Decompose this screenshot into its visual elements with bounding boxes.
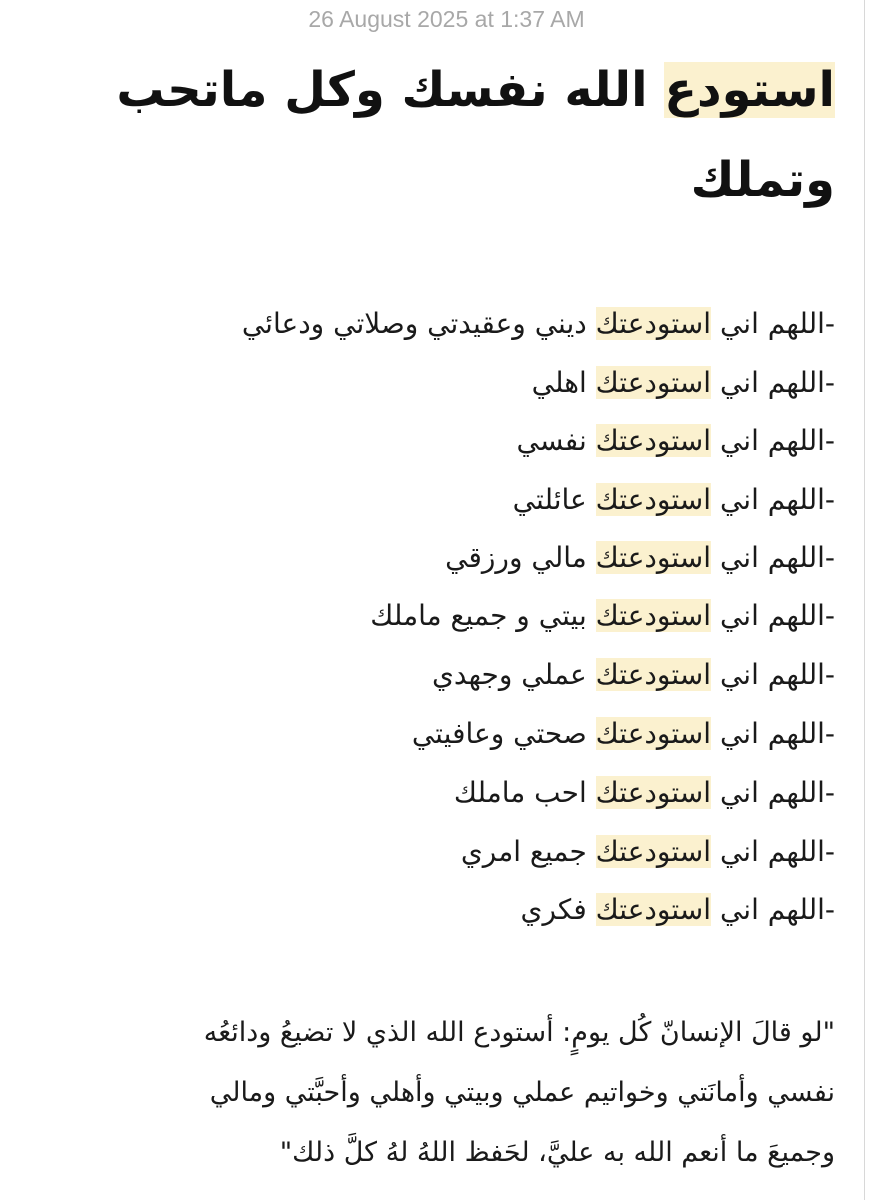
duaa-keyword-highlight: استودعتك — [595, 776, 712, 809]
duaa-prefix: -اللهم اني — [711, 366, 835, 399]
duaa-prefix: -اللهم اني — [711, 541, 835, 574]
quote-line: نفسي وأمانَتي وخواتيم عملي وبيتي وأهلي وأحبَّتي ومالي — [209, 1077, 835, 1108]
duaa-keyword-highlight: استودعتك — [595, 599, 712, 632]
duaa-prefix: -اللهم اني — [711, 835, 835, 868]
duaa-keyword-highlight: استودعتك — [595, 658, 712, 691]
duaa-keyword-highlight: استودعتك — [595, 424, 712, 457]
duaa-prefix: -اللهم اني — [711, 776, 835, 809]
duaa-keyword-highlight: استودعتك — [595, 717, 712, 750]
duaa-text: عائلتي — [512, 483, 596, 516]
duaa-text: صحتي وعافيتي — [411, 717, 596, 750]
duaa-prefix: -اللهم اني — [711, 424, 835, 457]
title-text: الله نفسك وكل ماتحب — [116, 62, 665, 118]
duaa-line — [454, 770, 835, 816]
duaa-prefix: -اللهم اني — [711, 599, 835, 632]
quote-line: وجميعَ ما أنعم الله به عليَّ، لحَفظ اللهُ لهُ كلَّ ذلك" — [279, 1137, 835, 1168]
duaa-prefix: -اللهم اني — [711, 658, 835, 691]
title-highlight: استودع — [664, 62, 835, 118]
duaa-text: ديني وعقيدتي وصلاتي ودعائي — [241, 307, 596, 340]
duaa-keyword-highlight: استودعتك — [595, 307, 712, 340]
duaa-text: عملي وجهدي — [432, 658, 596, 691]
duaa-line — [532, 360, 835, 406]
duaa-line — [370, 593, 835, 639]
duaa-text: احب ماملك — [453, 776, 596, 809]
duaa-line — [432, 652, 835, 698]
duaa-text: جميع امري — [460, 835, 596, 868]
duaa-line — [412, 711, 835, 757]
duaa-keyword-highlight: استودعتك — [595, 835, 712, 868]
duaa-text: فكري — [520, 893, 596, 926]
page-edge-divider — [864, 0, 865, 1200]
duaa-keyword-highlight: استودعتك — [595, 483, 712, 516]
duaa-keyword-highlight: استودعتك — [595, 366, 712, 399]
duaa-prefix: -اللهم اني — [711, 717, 835, 750]
duaa-text: مالي ورزقي — [445, 541, 596, 574]
duaa-prefix: -اللهم اني — [711, 893, 835, 926]
duaa-line — [461, 829, 835, 875]
duaa-text: بيتي و جميع ماملك — [370, 599, 596, 632]
duaa-prefix: -اللهم اني — [711, 483, 835, 516]
duaa-line — [513, 477, 835, 523]
note-timestamp: 26 August 2025 at 1:37 AM — [308, 6, 585, 32]
duaa-text: نفسي — [516, 424, 596, 457]
duaa-line — [242, 301, 835, 347]
duaa-prefix: -اللهم اني — [711, 307, 835, 340]
duaa-keyword-highlight: استودعتك — [595, 893, 712, 926]
duaa-keyword-highlight: استودعتك — [595, 541, 712, 574]
duaa-line — [516, 418, 835, 464]
duaa-line — [521, 887, 835, 933]
quote-line: "لو قالَ الإنسانّ كُل يومٍ: أستودع الله الذي لا تضيعُ ودائعُه — [203, 1017, 835, 1048]
duaa-text: اهلي — [531, 366, 596, 399]
duaa-line — [445, 535, 835, 581]
note-title-line-2: وتملك — [690, 152, 835, 208]
